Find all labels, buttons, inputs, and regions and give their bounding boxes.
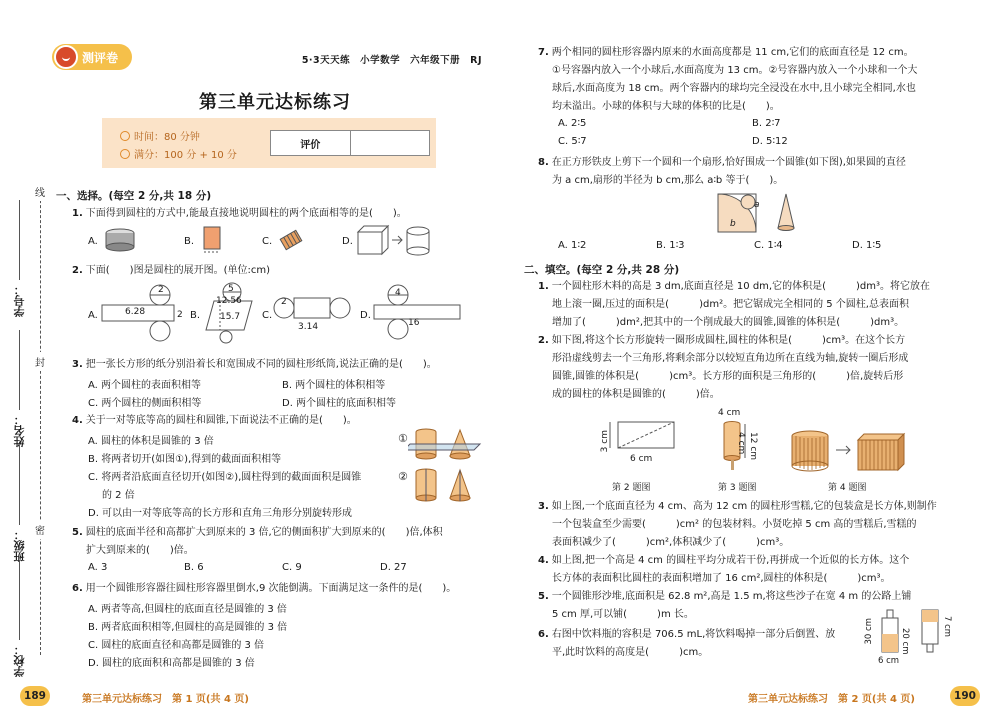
q8-label-b: b xyxy=(730,219,736,229)
left-footer xyxy=(0,684,500,710)
fill-1-line3: 增加了( )dm²,把其中的一个削成最大的圆锥,圆锥的体积是( )dm³。 xyxy=(552,317,905,328)
q4-figures xyxy=(408,426,486,508)
series-label: 5·3天天练 小学数学 六年级下册 RJ xyxy=(301,55,482,66)
q8-option-b[interactable]: B. 1∶3 xyxy=(656,240,685,251)
q4-fig-label-1: ① xyxy=(398,432,408,445)
q2-fig-d xyxy=(372,284,464,342)
fill-6-h3: 7 cm xyxy=(942,616,952,638)
binding-margin xyxy=(0,0,52,680)
q8-option-d[interactable]: D. 1∶5 xyxy=(852,240,882,251)
fill-5-line2: 5 cm 厚,可以铺( )m 长。 xyxy=(552,609,694,620)
q2-b-top-label: 12.56 xyxy=(216,296,242,306)
q1-fig-c-coins xyxy=(276,226,306,254)
q2-b-mid-label: 15.7 xyxy=(220,312,241,322)
fig4-caption: 第 4 题图 xyxy=(828,483,867,493)
q1-option-d[interactable]: D. xyxy=(342,236,353,247)
question-1: 1. 下面得到圆柱的方式中,能最直接地说明圆柱的两个底面相等的是( )。 xyxy=(72,208,407,219)
q7-option-a[interactable]: A. 2∶5 xyxy=(558,118,587,129)
q1-option-a[interactable]: A. xyxy=(88,236,98,247)
q2-option-b[interactable]: B. xyxy=(190,310,201,321)
question-3: 3. 把一张长方形的纸分别沿着长和宽围成不同的圆柱形纸筒,说法正确的是( )。 xyxy=(72,359,437,370)
logo-text: 测评卷 xyxy=(82,51,119,65)
eval-label: 评价 xyxy=(300,139,321,151)
q4-option-c[interactable]: C. 将两者沿底面直径切开(如图②),圆柱得到的截面面积是圆锥 xyxy=(88,472,362,483)
question-8: 8. 在正方形铁皮上剪下一个圆和一个扇形,恰好围成一个圆锥(如下图),如果圆的直径 xyxy=(538,157,906,168)
clock-icon xyxy=(120,131,130,141)
q8-option-a[interactable]: A. 1∶2 xyxy=(558,240,587,251)
q2-b-circle-label: 5 xyxy=(228,284,234,294)
q4-fig-label-2: ② xyxy=(398,470,408,483)
left-footer-text: 第三单元达标练习 第 1 页(共 4 页) xyxy=(82,694,249,705)
q6-option-d[interactable]: D. 圆柱的底面积和高都是圆锥的 3 倍 xyxy=(88,658,255,669)
q2-a-side-label: 2 xyxy=(177,310,183,320)
q6-option-c[interactable]: C. 圆柱的底面直径和高都是圆锥的 3 倍 xyxy=(88,640,265,651)
question-7-line2: ①号容器内放入一个小球后,水面高度为 13 cm。②号容器内放入一个小球和一个大 xyxy=(552,65,918,76)
fill-6-h2: 20 cm xyxy=(900,628,910,655)
fill-6-d: 6 cm xyxy=(878,656,900,666)
q8-label-a: a xyxy=(754,200,760,210)
question-4: 4. 关于一对等底等高的圆柱和圆锥,下面说法不正确的是( )。 xyxy=(72,415,357,426)
q5-option-c[interactable]: C. 9 xyxy=(282,562,302,573)
q4-option-c-cont: 的 2 倍 xyxy=(102,490,135,501)
check-icon xyxy=(120,149,130,159)
class-field[interactable]: 班级： xyxy=(12,445,28,562)
cut-mark-line: 线 xyxy=(35,182,45,201)
section1-title: 一、选择。(每空 2 分,共 18 分) xyxy=(56,190,212,202)
q6-option-a[interactable]: A. 两者等高,但圆柱的底面直径是圆锥的 3 倍 xyxy=(88,604,287,615)
fig2-height-label: 3 cm xyxy=(600,430,610,453)
cut-mark-secret: 密 xyxy=(35,520,45,539)
q2-option-a[interactable]: A. xyxy=(88,310,98,321)
q5-option-d[interactable]: D. 27 xyxy=(380,562,407,573)
question-6: 6. 用一个圆锥形容器往圆柱形容器里倒水,9 次能倒满。下面满足这一条件的是( )。 xyxy=(72,583,457,594)
q2-option-d[interactable]: D. xyxy=(360,310,371,321)
fill-6-line2: 平,此时饮料的高度是( )cm。 xyxy=(552,647,709,658)
fill-3: 3. 如上图,一个底面直径为 4 cm、高为 12 cm 的圆柱形雪糕,它的包装盒是长方体,则制作 xyxy=(538,501,937,512)
question-8-line2: 为 a cm,扇形的半径为 b cm,那么 a∶b 等于( )。 xyxy=(552,175,784,186)
cut-line xyxy=(40,185,41,655)
right-footer-text: 第三单元达标练习 第 2 页(共 4 页) xyxy=(748,694,915,705)
page-title: 第三单元达标练习 xyxy=(199,92,351,113)
page-number-right: 190 xyxy=(950,686,980,706)
fill-6-h1: 30 cm xyxy=(864,618,874,645)
q3-option-a[interactable]: A. 两个圆柱的表面积相等 xyxy=(88,380,202,391)
fill-2: 2. 如下图,将这个长方形旋转一圈形成圆柱,圆柱的体积是( )cm³。在这个长方 xyxy=(538,335,906,346)
mascot-icon xyxy=(54,45,78,69)
fill-2-line2: 形沿虚线剪去一个三角形,将剩余部分以较短直角边所在直线为轴,旋转一圈后形成 xyxy=(552,353,909,364)
q1-option-c[interactable]: C. xyxy=(262,236,273,247)
time-info: 时间：80 分钟 xyxy=(120,128,200,143)
question-7: 7. 两个相同的圆柱形容器内原来的水面高度都是 11 cm,它们的底面直径是 12 cm。 xyxy=(538,47,914,58)
fig2-caption: 第 2 题图 xyxy=(612,483,651,493)
fill-6: 6. 右图中饮料瓶的容积是 706.5 mL,将饮料喝掉一部分后倒置、放 xyxy=(538,629,836,640)
q2-option-c[interactable]: C. xyxy=(262,310,273,321)
fig3-height-label: 12 cm xyxy=(748,432,758,461)
fill-3-line2: 一个包装盒至少需要( )cm² 的包装材料。小贤吃掉 5 cm 高的雪糕后,雪糕的 xyxy=(552,519,917,530)
fill-4: 4. 如上图,把一个高是 4 cm 的圆柱平均分成若干份,再拼成一个近似的长方体。这个 xyxy=(538,555,910,566)
q1-option-b[interactable]: B. xyxy=(184,236,195,247)
right-page xyxy=(500,0,1000,710)
q2-a-circle-label: 2 xyxy=(158,285,164,295)
fill-1-line2: 地上滚一圈,压过的面积是( )dm²。把它锯成完全相同的 5 个圆柱,总表面积 xyxy=(552,299,909,310)
q4-option-a[interactable]: A. 圆柱的体积是圆锥的 3 倍 xyxy=(88,436,214,447)
q2-c-rect-label: 3.14 xyxy=(298,322,319,332)
fill-3-line3: 表面积减少了( )cm²,体积减少了( )cm³。 xyxy=(552,537,790,548)
fig4-cylinder-to-cuboid xyxy=(790,428,910,476)
fill-6-bottles xyxy=(876,608,946,658)
eval-value[interactable] xyxy=(350,131,430,155)
fig3-caption: 第 3 题图 xyxy=(718,483,757,493)
q8-option-c[interactable]: C. 1∶4 xyxy=(754,240,783,251)
q7-option-d[interactable]: D. 5∶12 xyxy=(752,136,788,147)
fill-2-line4: 成的圆柱的体积是圆锥的( )倍。 xyxy=(552,389,720,400)
fig3-diameter-label: 4 cm xyxy=(718,408,741,418)
q7-option-c[interactable]: C. 5∶7 xyxy=(558,136,587,147)
question-7-line4: 均未溢出。小球的体积与大球的体积的比是( )。 xyxy=(552,101,780,112)
evaluation-table xyxy=(270,130,430,156)
fig3-diameter2-label: 4 cm xyxy=(736,432,746,455)
q7-option-b[interactable]: B. 2∶7 xyxy=(752,118,781,129)
fill-5: 5. 一个圆锥形沙堆,底面积是 62.8 m²,高是 1.5 m,将这些沙子在宽 4 m 的公路上铺 xyxy=(538,591,912,602)
question-5: 5. 圆柱的底面半径和高都扩大到原来的 3 倍,它的侧面积扩大到原来的( )倍,体积 xyxy=(72,527,443,538)
q3-option-d[interactable]: D. 两个圆柱的底面积相等 xyxy=(282,398,397,409)
q2-a-rect-label: 6.28 xyxy=(125,307,146,317)
fill-4-line2: 长方体的表面积比圆柱的表面积增加了 16 cm²,圆柱的体积是( )cm³。 xyxy=(552,573,891,584)
fill-2-line3: 圆锥,圆锥的体积是( )cm³。长方形的面积是三角形的( )倍,旋转后形 xyxy=(552,371,904,382)
right-footer xyxy=(500,684,1000,710)
q5-option-b[interactable]: B. 6 xyxy=(184,562,204,573)
score-info: 满分：100 分 + 10 分 xyxy=(120,146,237,161)
cut-mark-seal: 封 xyxy=(35,352,45,371)
school-field[interactable]: 学校： xyxy=(12,560,28,677)
logo xyxy=(52,44,132,70)
page-header xyxy=(52,52,484,70)
q4-option-b[interactable]: B. 将两者切开(如图①),得到的截面面积相等 xyxy=(88,454,282,465)
fig2-width-label: 6 cm xyxy=(630,454,653,464)
info-box xyxy=(102,118,436,168)
page-number-left: 189 xyxy=(20,686,50,706)
name-field[interactable]: 姓名： xyxy=(12,330,28,447)
q1-fig-d-cube-to-cylinder xyxy=(356,224,436,258)
question-7-line3: 球后,水面高度为 18 cm。两个容器内的球均完全浸没在水中,且小球完全相同,水也 xyxy=(552,83,916,94)
q2-c-circle-label: 2 xyxy=(281,297,287,307)
fill-1: 1. 一个圆柱形木料的高是 3 dm,底面直径是 10 dm,它的体积是( )dm³。将它放在 xyxy=(538,281,931,292)
q6-option-b[interactable]: B. 两者底面积相等,但圆柱的高是圆锥的 3 倍 xyxy=(88,622,288,633)
section2-title: 二、填空。(每空 2 分,共 28 分) xyxy=(524,264,680,276)
q3-option-c[interactable]: C. 两个圆柱的侧面积相等 xyxy=(88,398,202,409)
q2-d-circle-label: 4 xyxy=(395,288,401,298)
question-5-cont: 扩大到原来的( )倍。 xyxy=(86,545,194,556)
q5-option-a[interactable]: A. 3 xyxy=(88,562,108,573)
q4-option-d[interactable]: D. 可以由一对等底等高的长方形和直角三角形分别旋转形成 xyxy=(88,508,353,519)
question-2: 2. 下面( )图是圆柱的展开图。(单位:cm) xyxy=(72,265,270,276)
fig2-rect xyxy=(604,418,678,458)
student-no-field[interactable]: 学号： xyxy=(12,200,28,317)
q1-fig-a-cylinder xyxy=(102,226,138,256)
q2-d-rect-label: 16 xyxy=(408,318,420,328)
q1-fig-b-rect xyxy=(200,224,224,256)
q3-option-b[interactable]: B. 两个圆柱的体积相等 xyxy=(282,380,386,391)
